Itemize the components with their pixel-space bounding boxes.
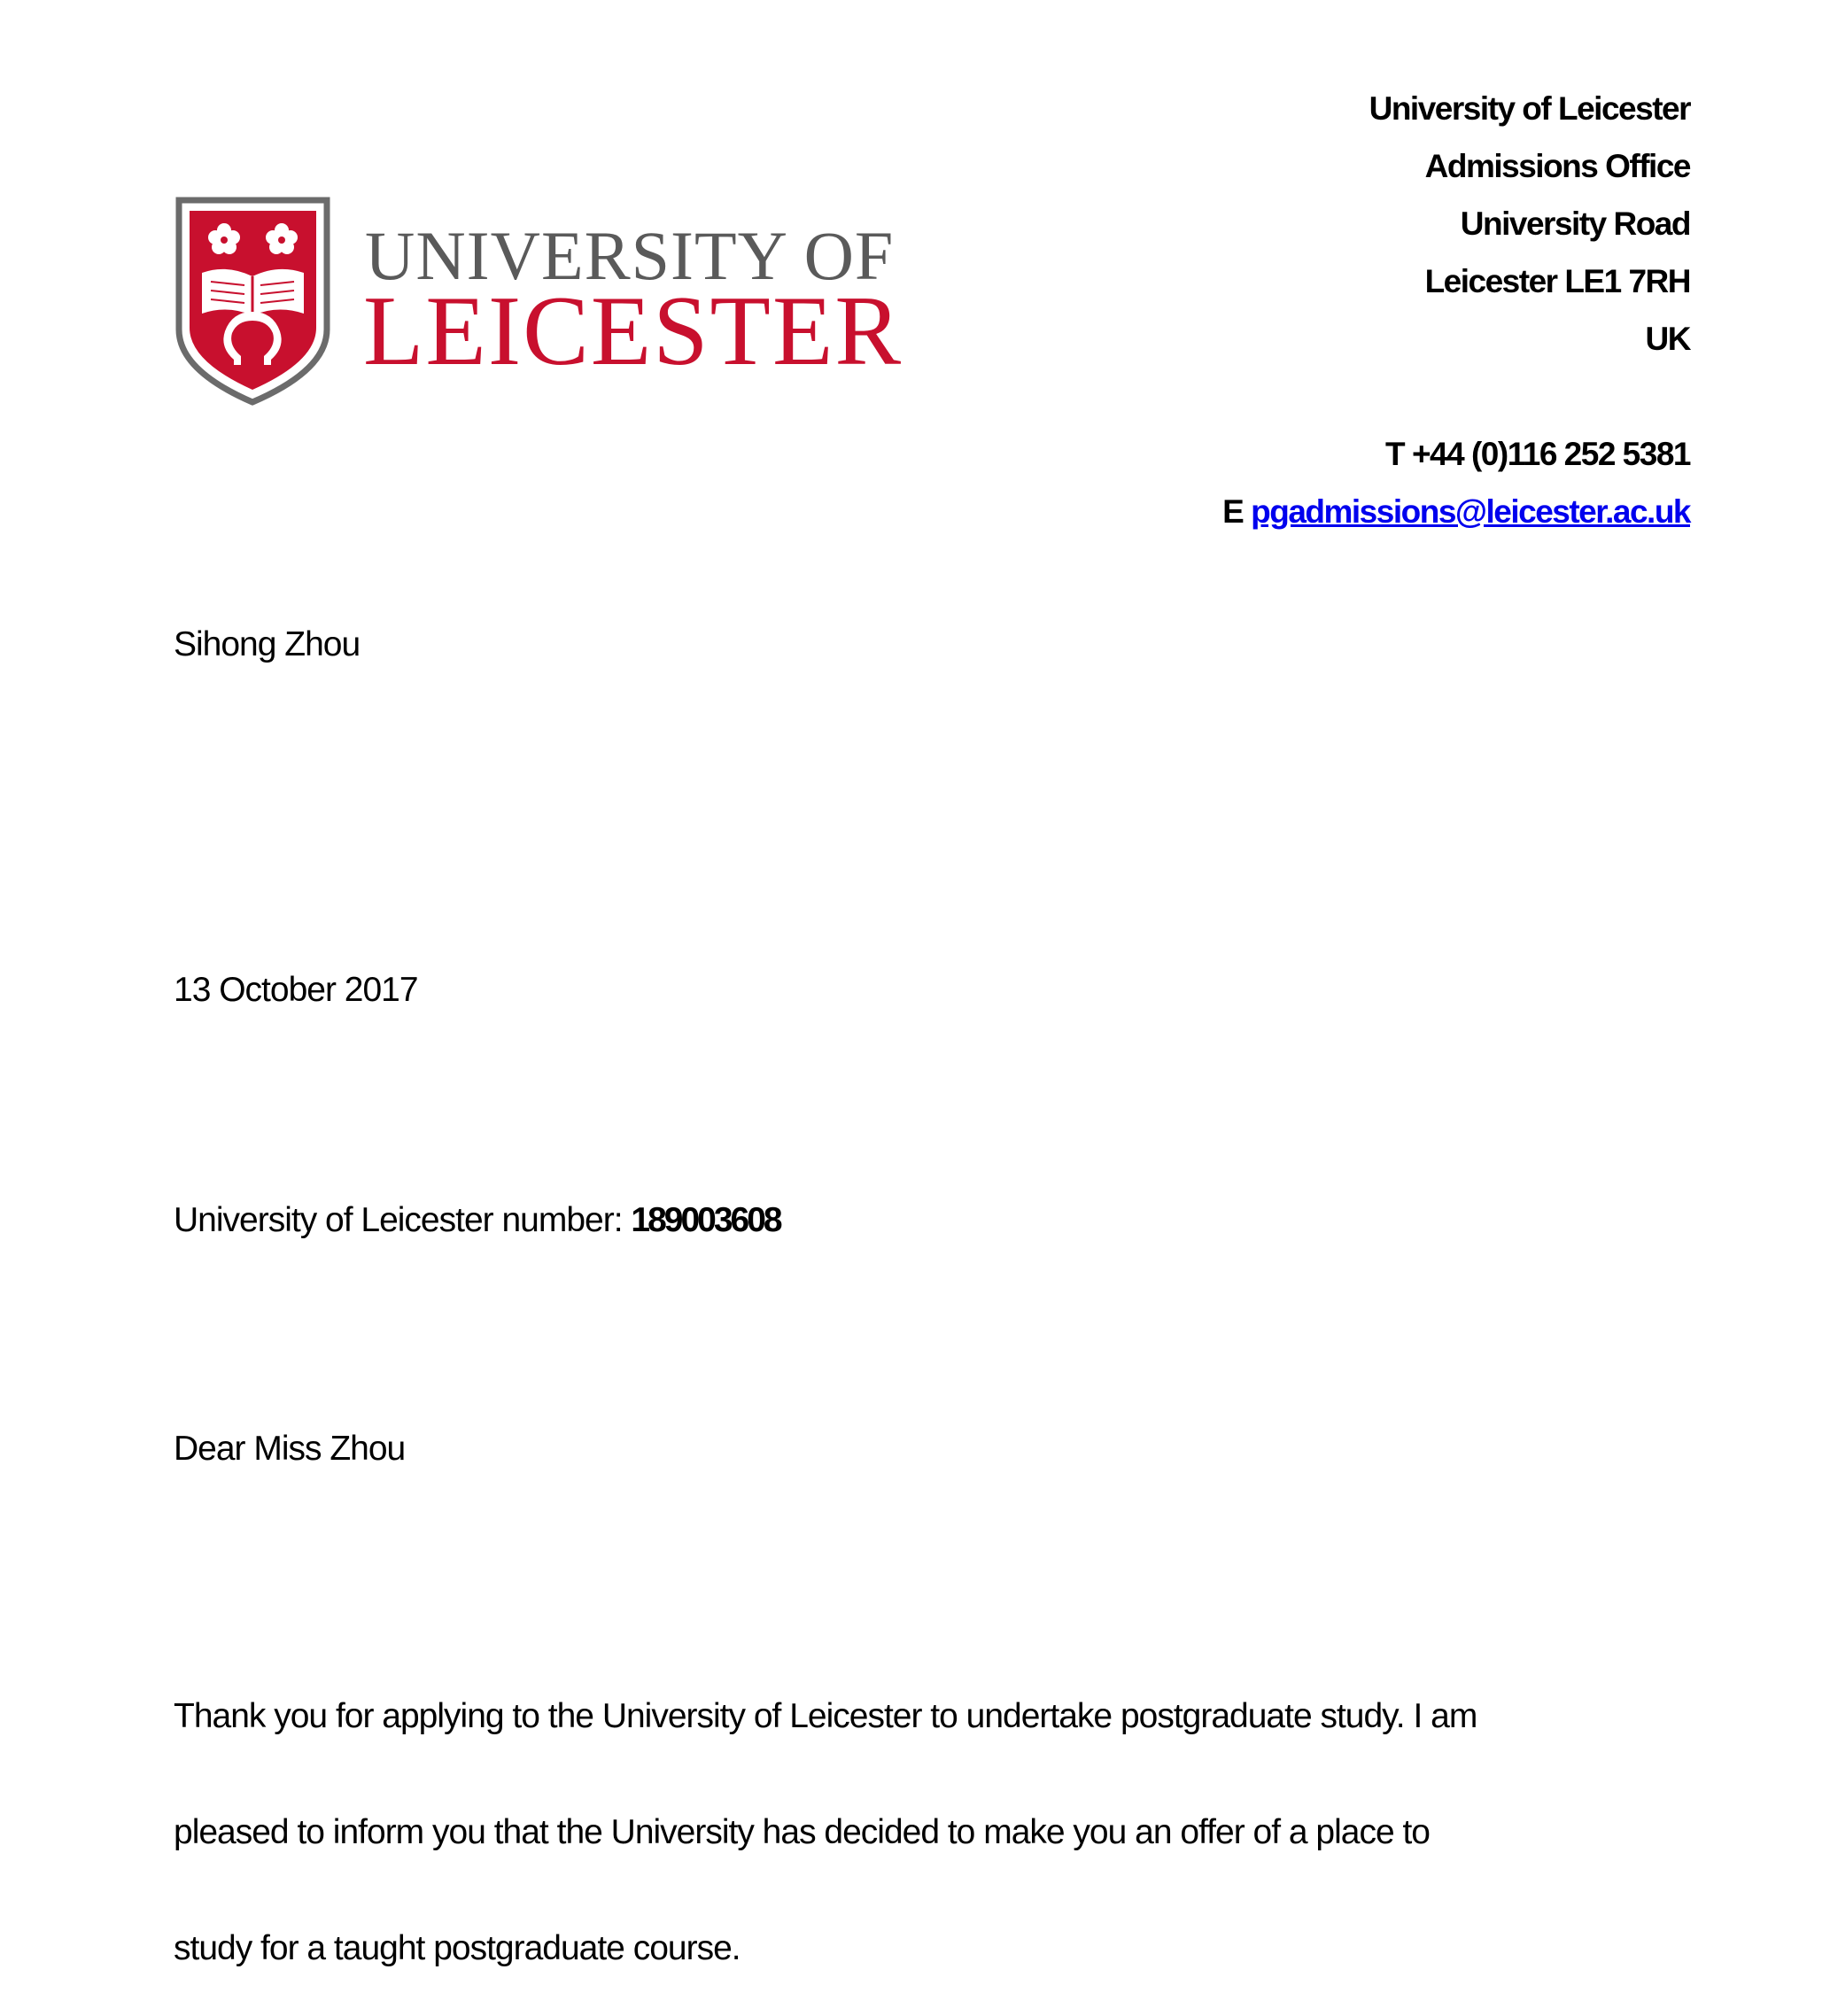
address-line-institution: University of Leicester [1369,90,1690,127]
email-label: E [1222,493,1244,530]
address-line-city: Leicester LE1 7RH [1424,263,1690,299]
paragraph-line: study for a taught postgraduate course. [174,1929,741,1967]
email-line [1222,483,1690,540]
phone-label: T [1385,436,1405,472]
reference-number: 189003608 [631,1201,780,1239]
address-line-country: UK [1645,321,1690,357]
shield-crest-icon [175,197,330,406]
address-spacer [1222,368,1690,425]
salutation: Dear Miss Zhou [174,1430,406,1468]
paragraph-line: pleased to inform you that the University has decided to make you an offer of a place to [174,1813,1430,1851]
reference-label: University of Leicester number: [174,1201,623,1239]
paragraph-line: Thank you for applying to the University of Leicester to undertake postgraduate study. I am [174,1697,1477,1735]
email-link[interactable]: pgadmissions@leicester.ac.uk [1251,493,1690,530]
phone-line [1222,425,1690,483]
letter-date: 13 October 2017 [174,971,418,1009]
offer-paragraph [174,1658,1733,2006]
sender-address [1222,80,1690,540]
recipient-name: Sihong Zhou [174,625,361,663]
logo-text-leicester: LEICESTER [363,276,903,386]
address-line-office: Admissions Office [1424,148,1690,184]
logo-text-university-of: UNIVERSITY OF [365,217,895,294]
university-logo [175,197,903,406]
reference-line [174,1201,780,1240]
address-line-road: University Road [1460,205,1690,242]
phone-number: +44 (0)116 252 5381 [1411,436,1690,472]
